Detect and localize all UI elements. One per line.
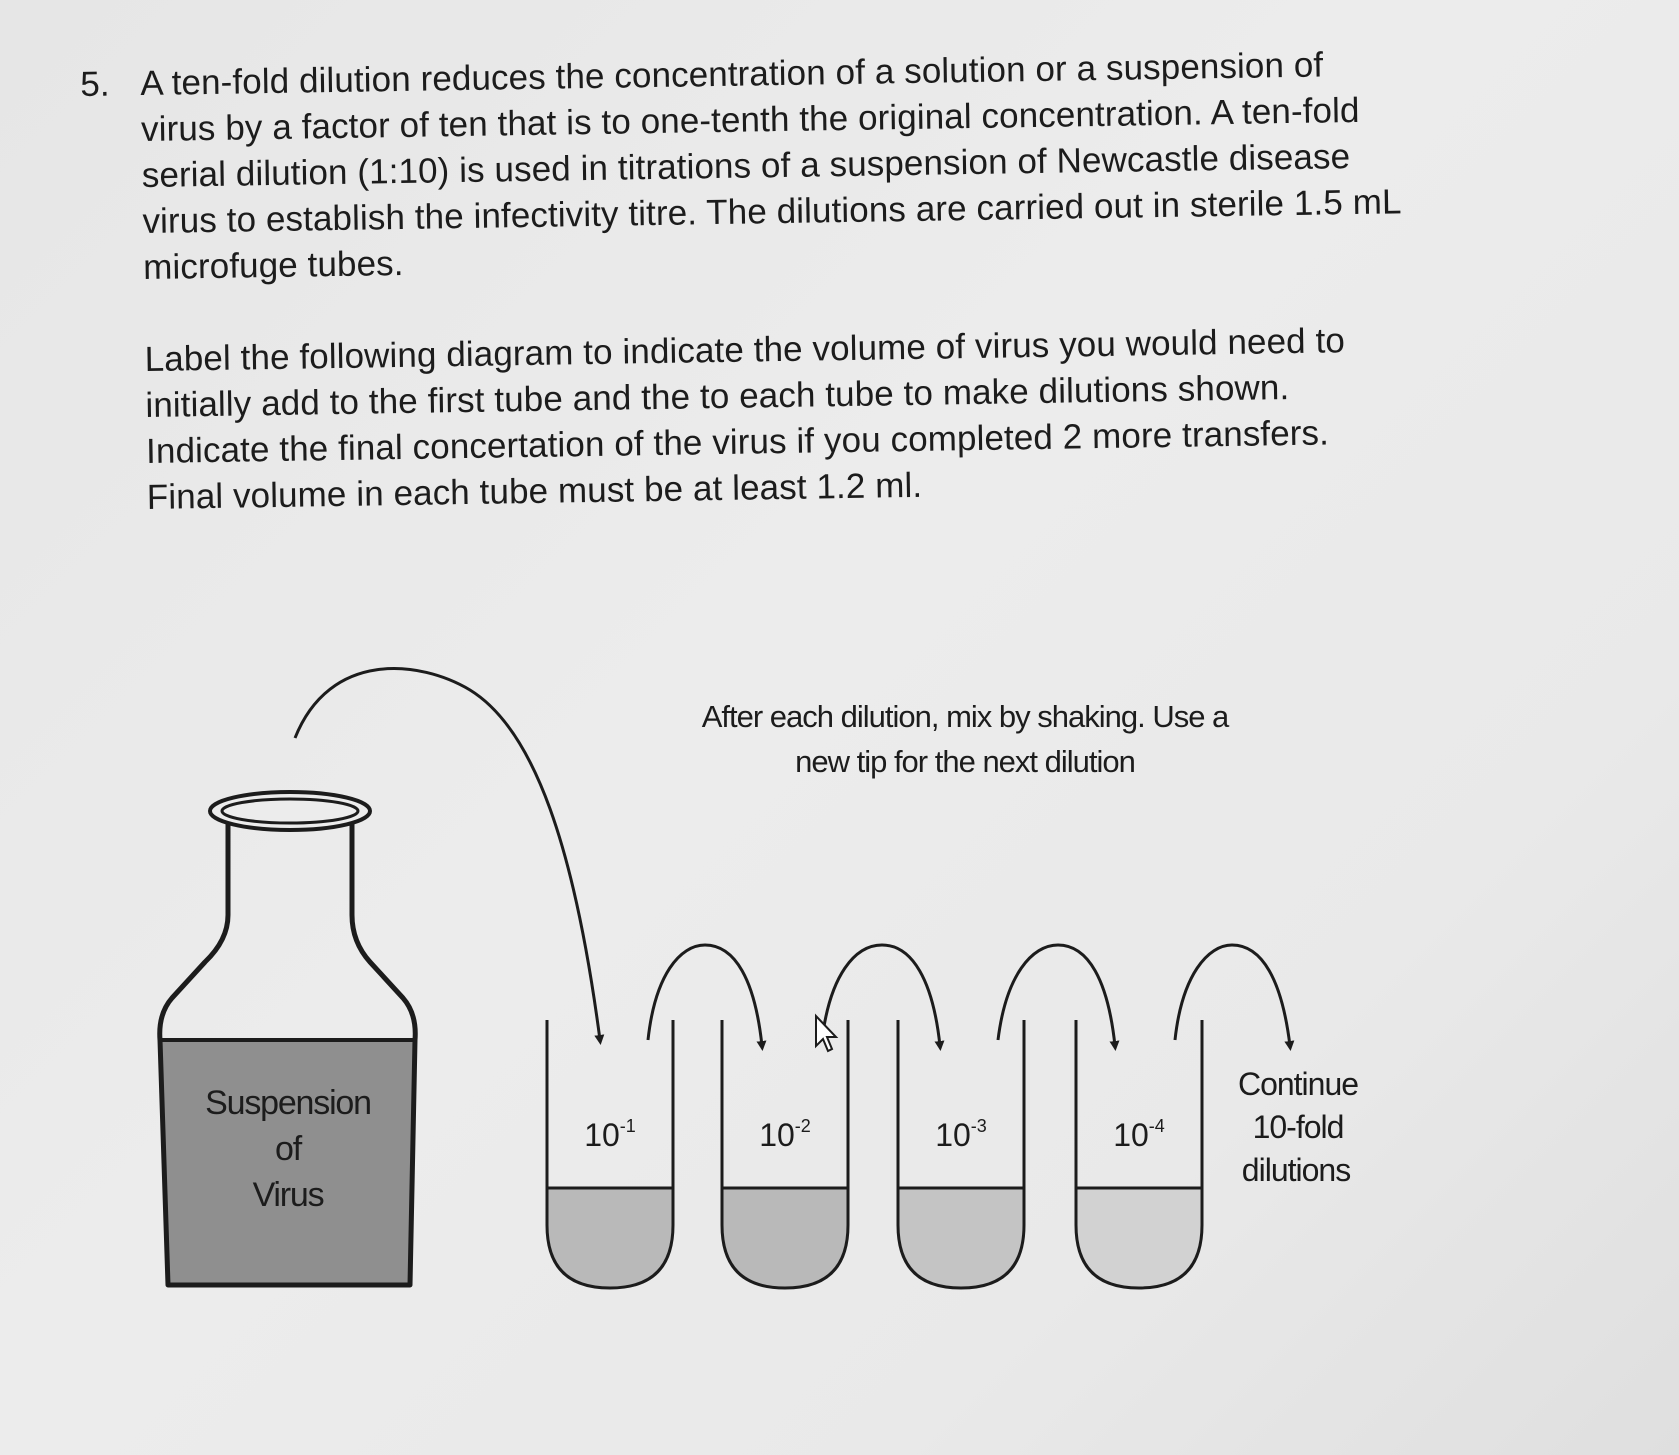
tube-3	[898, 1020, 1024, 1288]
question-number: 5.	[80, 64, 110, 104]
transfer-arrow-tube-1-to-2	[648, 945, 762, 1046]
jar-label-line-2: of	[275, 1130, 301, 1168]
transfer-arrow-tube-3-to-4	[998, 945, 1115, 1046]
transfer-arrow-tube-2-to-3	[822, 945, 940, 1046]
tube-1-label: $10^{-1}$	[584, 1116, 636, 1153]
paragraph-1-line-3: serial dilution (1:10) is used in titrations of a suspension of Newcastle disease	[141, 137, 1351, 196]
tube-4	[1076, 1020, 1202, 1288]
continue-label-line-1: Continue	[1237, 1066, 1359, 1102]
transfer-arrow-tube-4-onward	[1175, 945, 1290, 1046]
tube-1-liquid	[547, 1188, 673, 1288]
paragraph-2-line-1: Label the following diagram to indicate the volume of virus you would need to	[144, 321, 1346, 380]
paragraph-2-line-2: initially add to the first tube and the to each tube to make dilutions shown.	[145, 368, 1290, 426]
jar-label-line-3: Virus	[252, 1176, 324, 1214]
paragraph-1-line-1: A ten-fold dilution reduces the concentration of a solution or a suspension of	[140, 45, 1324, 104]
virus-jar	[160, 792, 416, 1285]
tube-2-label: $10^{-2}$	[759, 1116, 811, 1153]
caption-line-1: After each dilution, mix by shaking. Use a	[701, 699, 1229, 734]
tube-3-label: $10^{-3}$	[935, 1116, 987, 1153]
tube-1	[547, 1020, 673, 1288]
tube-4-liquid	[1076, 1188, 1202, 1288]
tube-2	[722, 1020, 848, 1288]
caption-line-2: new tip for the next dilution	[795, 744, 1135, 779]
paragraph-1-line-5: microfuge tubes.	[142, 243, 404, 288]
paragraph-1-line-4: virus to establish the infectivity titre. The dilutions are carried out in sterile 1.5 mL	[142, 182, 1402, 242]
tube-4-label: $10^{-4}$	[1113, 1116, 1165, 1153]
continue-label-line-3: dilutions	[1241, 1152, 1351, 1188]
paragraph-1-line-2: virus by a factor of ten that is to one-tenth the original concentration. A ten-fold	[140, 90, 1360, 150]
tube-3-liquid	[898, 1188, 1024, 1288]
continue-label-line-2: 10-fold	[1252, 1109, 1344, 1145]
jar-label-line-1: Suspension	[205, 1084, 371, 1122]
transfer-arrow-jar-to-tube-1	[295, 669, 600, 1040]
paragraph-2-line-3: Indicate the final concertation of the virus if you completed 2 more transfers.	[145, 413, 1330, 472]
tube-2-liquid	[722, 1188, 848, 1288]
paragraph-2-line-4: Final volume in each tube must be at least 1.2 ml.	[146, 465, 923, 518]
